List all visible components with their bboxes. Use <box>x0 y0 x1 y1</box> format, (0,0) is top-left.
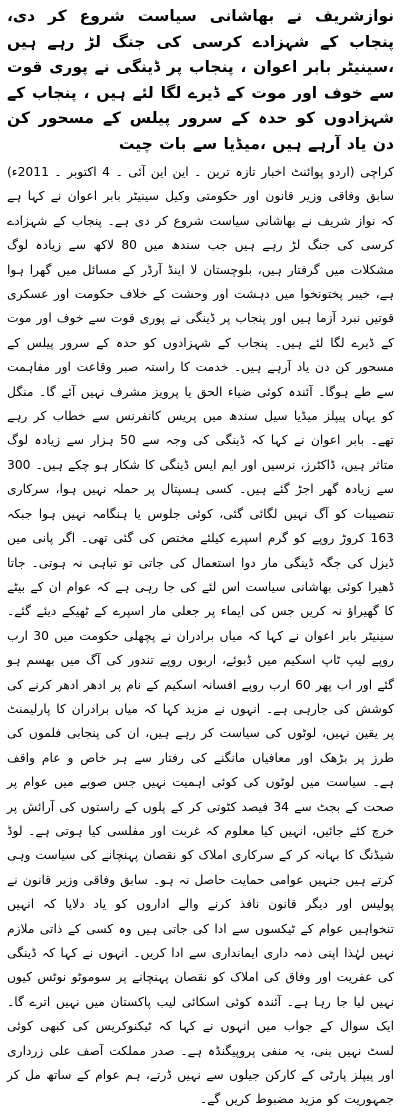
article-headline <box>7 4 394 157</box>
headline-text: نوازشریف نے بھاشانی سیاست شروع کر دی، پنجاب کے شہزادے کرسی کی جنگ لڑ رہے ہیں ،سینیٹر بابر اعوان ، پنجاب پر ڈینگی نے پوری قوت سے خوف اور موت کے ڈیرے لگا لئے ہیں ، پنجاب کے شہزادوں کو حدہ کے سرور پیلس کے مسحور کن دن یاد آرہے ہیں ،میڈیا سے بات چیت <box>7 7 394 153</box>
article-dateline: کراچی (اردو پوائنٹ اخبار تازہ ترین ۔ این این آئی ۔ 4 اکتوبر ۔ 2011ء) <box>7 165 394 179</box>
article-body <box>7 160 394 1112</box>
article-body-text: سابق وفاقی وزیر قانون اور حکومتی وکیل سینیٹر بابر اعوان نے کہا ہے کہ نواز شریف نے بھاشانی سیاست شروع کر دی ہے۔ پنجاب کے شہزادے کرسی کی جنگ لڑ رہے ہیں جب سندھ میں 80 لاکھ سے زیادہ لوگ مشکلات میں گرفتار ہیں، بلوچستان لا اینڈ آرڈر کے مسائل میں گھرا ہوا ہے، خیبر پختونخوا میں دہشت اور وحشت کے خلاف حکومت اور عسکری قوتیں نبرد آزما ہیں اور پنجاب پر ڈینگی نے پوری قوت سے خوف اور موت کے ڈیرے لگا لئے ہیں۔ پنجاب کے شہزادوں کو حدہ کے سرور پیلس کے مسحور کن دن یاد آرہے ہیں۔ خدمت کا راستہ صبر وقاعت اور مفاہمت سے طے ہوگا۔ آئندہ کوئی ضیاء الحق یا پرویز مشرف نہیں آئے گا۔ منگل کو یہاں پیپلز میڈیا سیل سندھ میں پریس کانفرنس سے خطاب کر رہے تھے۔ بابر اعوان نے کہا کہ ڈینگی کی وجہ سے 50 ہزار سے زیادہ لوگ متاثر ہیں، ڈاکٹرز، نرسیں اور ایم ایس ڈینگی کا شکار ہو چکے ہیں۔ 300 سے زیادہ گھر اجڑ گئے ہیں۔ کسی ہسپتال پر حملہ نہیں ہوا، سرکاری تنصیبات کو آگ نہیں لگائی گئی، کوئی جلوس یا ہنگامہ نہیں ہوا جبکہ 163 کروڑ روپے کو گرم اسپرے کیلئے مختص کی گئی تھی۔ اگر پانی میں ڈیزل کی جگہ ڈینگی مار دوا استعمال کی جاتی تو تباہی نہ ہوتی۔ جاتا ڈھیرا کوئی بھاشانی سیاست اس لئے کی جا رہی ہے کہ عوام ان کے بیٹے کا گھیراؤ نہ کریں جس کی ایماء پر جعلی مار اسپرے کے ٹھیکے دیئے گئے۔ سینیٹر بابر اعوان نے کہا کہ میاں برادران نے پچھلی حکومت میں 30 ارب روپے لیپ ٹاپ اسکیم میں ڈبوئے، اربوں روپے تندور کی آگ میں بھسم ہو گئے اور اب پھر 60 ارب روپے افسانہ اسکیم کے نام پر ادھر ادھر کرنے کی کوشش کی جارہی ہے۔ انہوں نے مزید کہا کہ میاں برادران کا پارلیمنٹ پر یقین نہیں، لوٹوں کی سیاست کر رہے ہیں، ان کی پنجابی فلموں کی طرز پر بڑھک اور معافیاں مانگنے کی رفتار سے ہر خاص و عام واقف ہے۔ سیاست میں لوٹوں کی کوئی اہمیت نہیں جس صوبے میں عوام پر صحت کے بجٹ سے 34 فیصد کٹوتی کر کے پلوں کے راستوں کی آرائش پر خرچ کئے جائیں، انہیں کیا معلوم کہ غربت اور مفلسی کیا ہوتی ہے۔ لوڈ شیڈنگ کا بہانہ کر کے سرکاری املاک کو نقصان پہنچانے کی سیاست وہی کرتے ہیں جنہیں عوامی حمایت حاصل نہ ہو۔ سابق وفاقی وزیر قانون نے پولیس اور دیگر قانون نافذ کرنے والے اداروں کو یاد دلایا کہ انہیں تنخواہیں عوام کے ٹیکسوں سے ادا کی جاتی ہیں وہ کسی کے ذاتی ملازم نہیں لہٰذا اپنی ذمہ داری ایمانداری سے ادا کریں۔ انہوں نے کہا کہ ڈینگی کی عفریت اور وفاق کی املاک کو نقصان پہنچانے پر سوموٹو نوٹس کیوں نہیں لیا جا رہا ہے۔ آئندہ کوئی اسکائی لیب پاکستان میں نہیں اترے گا۔ ایک سوال کے جواب میں انہوں نے کہا کہ ٹیکنوکریس کی کبھی کوئی لسٹ نہیں بنی، یہ منفی پروپیگنڈہ ہے۔ صدر مملکت آصف علی زرداری اور پیپلز پارٹی کے کارکن جیلوں سے نہیں ڈرتے، ہم عوام کے ساتھ مل کر جمہوریت کو مزید مضبوط کریں گے۔ <box>7 189 394 1107</box>
